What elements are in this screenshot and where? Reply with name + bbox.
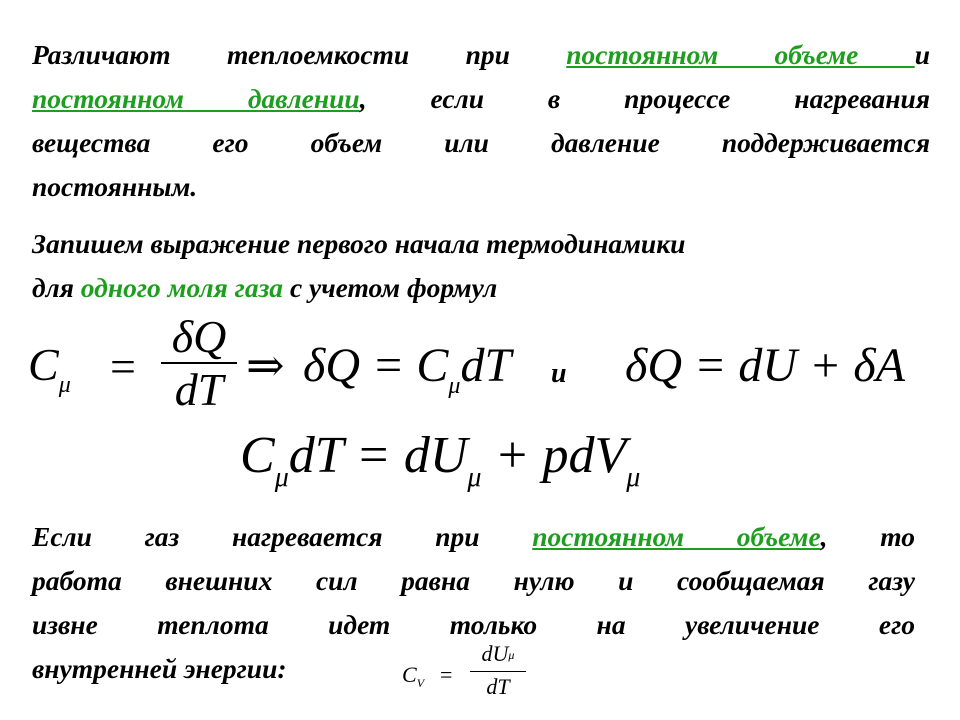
p3-line4: внутренней энергии: bbox=[32, 653, 287, 684]
equation-molar-first-law: $C_\mu dT = dU_\mu + pdV_\mu$ bbox=[240, 427, 641, 493]
paragraph-heat-capacities bbox=[32, 33, 930, 209]
equation-cv bbox=[402, 642, 542, 712]
implies-arrow: ⇒ bbox=[246, 340, 285, 391]
paragraph-first-law bbox=[32, 222, 932, 310]
p1-line1: Различают теплоемкости при постоянном объеме и bbox=[32, 39, 930, 70]
eq1-C: C bbox=[28, 339, 59, 390]
equation-heat-capacity-definition bbox=[28, 310, 958, 420]
eq1-mu: μ bbox=[58, 372, 71, 398]
one-mole-gas-text: одного моля газа bbox=[80, 272, 284, 303]
p1-line3: вещества его объем или давление поддерживается bbox=[32, 127, 930, 158]
eq1-num: δQ bbox=[171, 311, 227, 362]
eq1-equals: = bbox=[110, 341, 136, 392]
p2-line2: для одного моля газа с учетом формул bbox=[32, 272, 498, 303]
p1-line4: постоянным. bbox=[32, 171, 198, 202]
p3-line3: извне теплота идет только на увеличение его bbox=[32, 609, 915, 640]
eq3-equals: = bbox=[440, 662, 453, 687]
eq3-fraction: dUμ dT bbox=[470, 640, 526, 702]
eq1-rhs: $\delta Q = C_\mu dT$ bbox=[303, 339, 512, 399]
eq3-C: $C_V$ bbox=[402, 662, 425, 690]
link-constant-volume[interactable]: постоянном объеме bbox=[566, 39, 915, 70]
eq1-den: dT bbox=[174, 364, 224, 415]
conjunction-and: и bbox=[551, 358, 567, 389]
p3-line1: Если газ нагревается при постоянном объеме, то bbox=[32, 521, 915, 552]
p2-line1: Запишем выражение первого начала термодинамики bbox=[32, 228, 686, 259]
link-constant-volume-2[interactable]: постоянном объеме bbox=[532, 521, 821, 552]
eq1-fraction bbox=[161, 312, 237, 416]
p3-line2: работа внешних сил равна нулю и сообщаемая газу bbox=[32, 565, 915, 596]
eq1-first-law: δQ = dU + δA bbox=[625, 339, 906, 392]
link-constant-pressure[interactable]: постоянном давлении bbox=[32, 83, 360, 114]
p1-line2: постоянном давлении, если в процессе нагревания bbox=[32, 83, 930, 114]
